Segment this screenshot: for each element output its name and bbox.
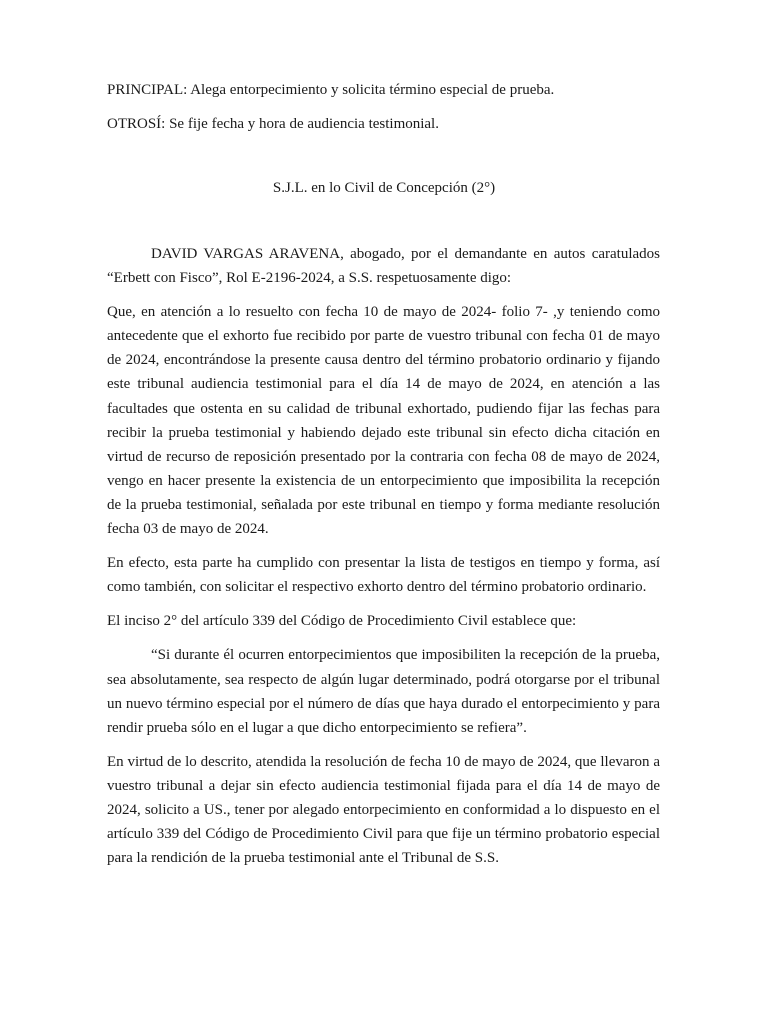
court-addressee: S.J.L. en lo Civil de Concepción (2°) bbox=[272, 180, 496, 196]
body-paragraph-1: Que, en atención a lo resuelto con fecha 10 de mayo de 2024- folio 7- ,y teniendo como antecedente que el exhorto fue recibido por parte de vuestro tribunal con fecha 01 de mayo de 2024, encontrándose la presente causa dentro del término probatorio ordinario y fijando este tribunal audiencia testimonial para el día 14 de mayo de 2024, en atención a las facultades que ostenta en su calidad de tribunal exhortado, pudiendo fijar las fechas para recibir la prueba testimonial y habiendo dejado este tribunal sin efecto dicha citación en virtud de recurso de reposición presentado por la contraria con fecha 08 de mayo de 2024, vengo en hacer presente la existencia de un entorpecimiento que imposibilita la recepción de la prueba testimonial, señalada por este tribunal en tiempo y forma mediante resolución fecha 03 de mayo de 2024. bbox=[107, 304, 660, 538]
document-body bbox=[107, 242, 660, 880]
otrosi-heading: OTROSÍ: Se fije fecha y hora de audiencia testimonial. bbox=[107, 116, 439, 132]
principal-heading: PRINCIPAL: Alega entorpecimiento y solicita término especial de prueba. bbox=[107, 82, 555, 98]
body-paragraph-5: En virtud de lo descrito, atendida la resolución de fecha 10 de mayo de 2024, que llevaron a vuestro tribunal a dejar sin efecto audiencia testimonial fijada para el día 14 de mayo de 2024, solicito a US., tener por alegado entorpecimiento en conformidad a lo dispuesto en el artículo 339 del Código de Procedimiento Civil para que fije un término probatorio especial para la rendición de la prueba testimonial ante el Tribunal de S.S. bbox=[107, 753, 660, 867]
quoted-article-paragraph: “Si durante él ocurren entorpecimientos que imposibiliten la recepción de la prueba, sea absolutamente, sea respecto de algún lugar determinado, podrá otorgarse por el tribunal un nuevo término especial por el número de días que haya durado el entorpecimiento y para rendir prueba sólo en el lugar a que dicho entorpecimiento se refiera”. bbox=[107, 647, 660, 736]
body-paragraph-2: En efecto, esta parte ha cumplido con presentar la lista de testigos en tiempo y forma, así como también, con solicitar el respectivo exhorto dentro del término probatorio ordinario. bbox=[107, 555, 660, 596]
body-paragraph-3: El inciso 2° del artículo 339 del Código de Procedimiento Civil establece que: bbox=[107, 613, 577, 630]
intro-paragraph: DAVID VARGAS ARAVENA, abogado, por el demandante en autos caratulados “Erbett con Fisco”, Rol E-2196-2024, a S.S. respetuosamente digo: bbox=[107, 246, 660, 287]
